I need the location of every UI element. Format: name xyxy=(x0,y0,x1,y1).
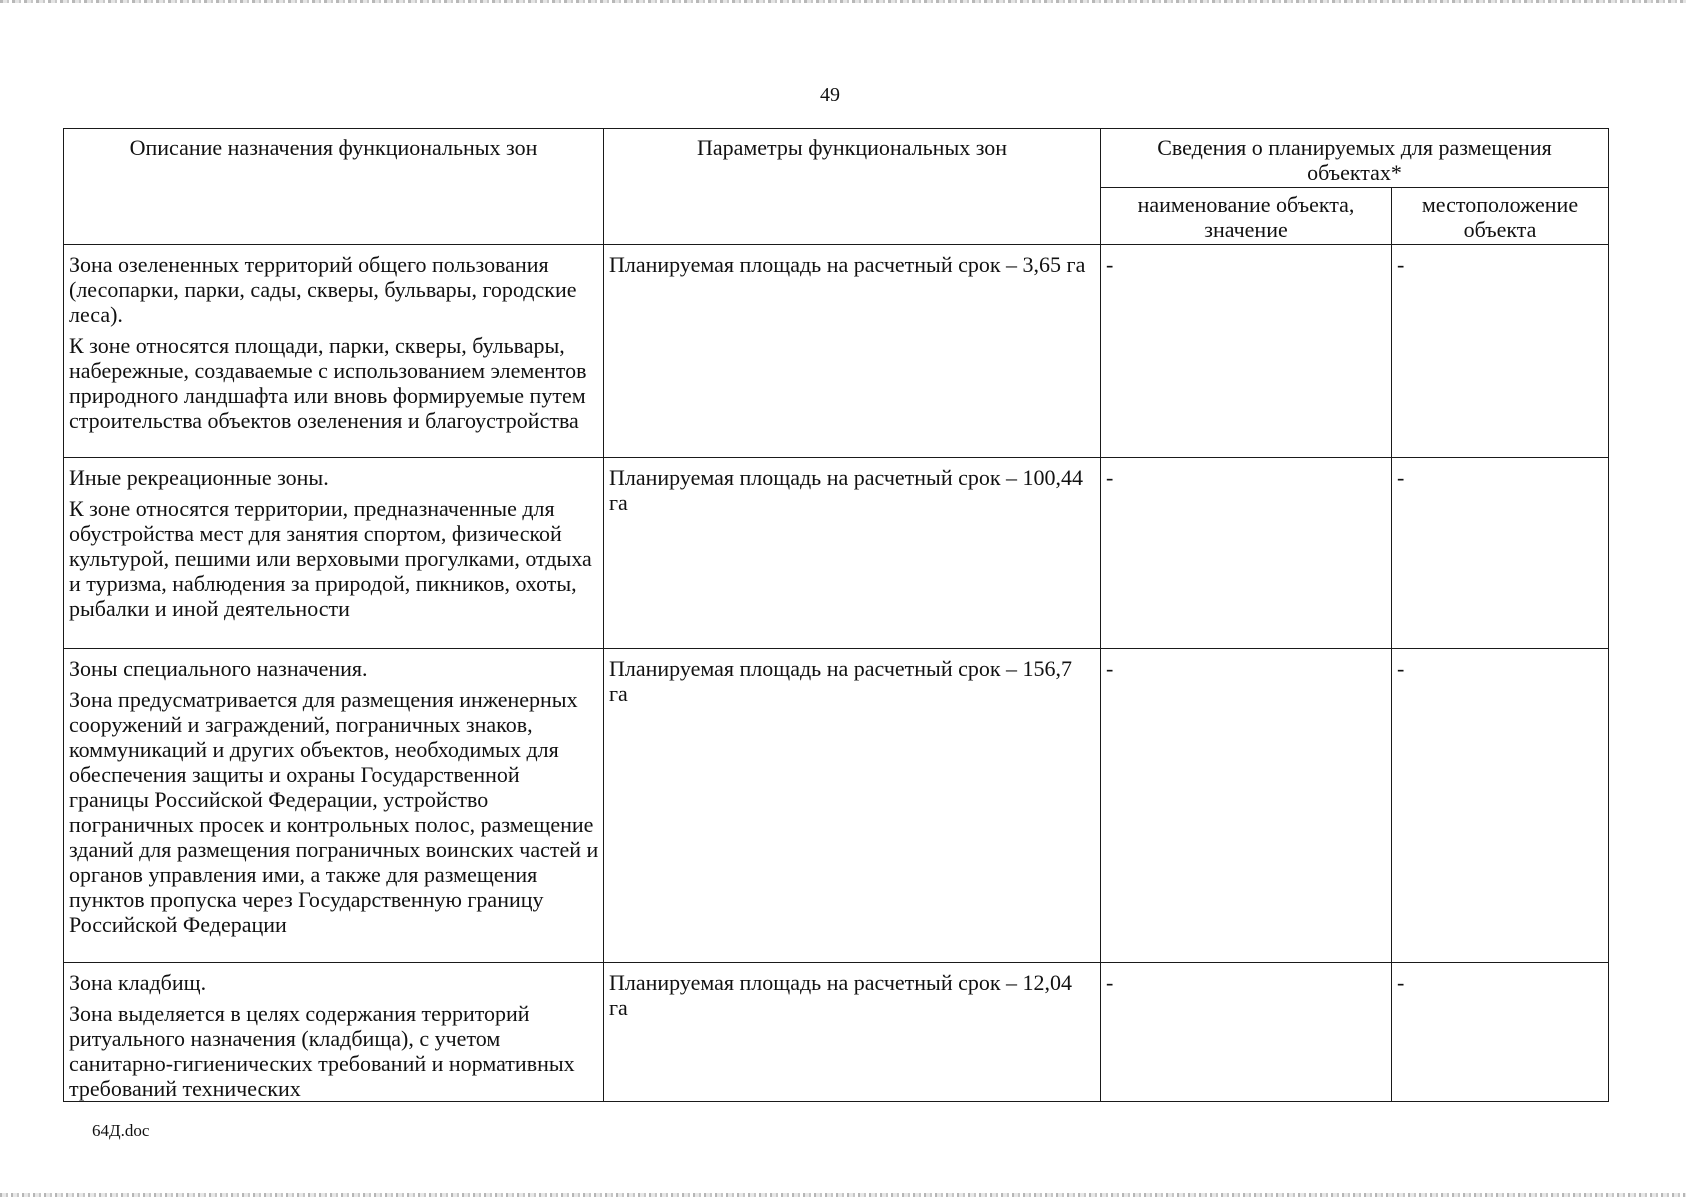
zone-title: Иные рекреационные зоны. xyxy=(69,465,329,490)
table-row xyxy=(64,963,1609,1102)
scan-edge-bottom xyxy=(0,1193,1686,1197)
header-parameters: Параметры функциональных зон xyxy=(604,129,1101,245)
header-planned-objects: Сведения о планируемых для размещения объектах* xyxy=(1101,129,1609,188)
zone-parameters: Планируемая площадь на расчетный срок – 156,7 га xyxy=(604,649,1101,963)
table-row xyxy=(64,245,1609,458)
header-object-location: местоположение объекта xyxy=(1392,188,1609,245)
zone-parameters: Планируемая площадь на расчетный срок – 3,65 га xyxy=(604,245,1101,458)
page-number: 49 xyxy=(820,84,840,106)
zone-description-cell xyxy=(64,458,604,649)
zone-title: Зона озелененных территорий общего пользования (лесопарки, парки, сады, скверы, бульвары, городские леса). xyxy=(69,252,577,327)
zone-title: Зоны специального назначения. xyxy=(69,656,368,681)
zone-description: К зоне относятся площади, парки, скверы, бульвары, набережные, создаваемые с использованием элементов природного ландшафта или вновь формируемые путем строительства объектов озеленения и благоустройства xyxy=(69,333,587,433)
functional-zones-table xyxy=(63,128,1609,1102)
object-name-value: - xyxy=(1101,963,1392,1102)
object-location-value: - xyxy=(1392,245,1609,458)
zone-description-cell xyxy=(64,963,604,1102)
object-location-value: - xyxy=(1392,458,1609,649)
object-location-value: - xyxy=(1392,963,1609,1102)
header-description: Описание назначения функциональных зон xyxy=(64,129,604,245)
table-row xyxy=(64,649,1609,963)
header-object-name: наименование объекта, значение xyxy=(1101,188,1392,245)
zone-description: Зона выделяется в целях содержания территорий ритуального назначения (кладбища), с учетом санитарно-гигиенических требований и нормативных требований технических xyxy=(69,1001,575,1101)
zone-parameters: Планируемая площадь на расчетный срок – 100,44 га xyxy=(604,458,1101,649)
object-name-value: - xyxy=(1101,245,1392,458)
scan-edge-top xyxy=(0,0,1686,3)
zone-title: Зона кладбищ. xyxy=(69,970,207,995)
object-name-value: - xyxy=(1101,649,1392,963)
zone-description: К зоне относятся территории, предназначенные для обустройства мест для занятия спортом, физической культурой, пешими или верховыми прогулками, отдыха и туризма, наблюдения за природой, пикников, охоты, рыбалки и иной деятельности xyxy=(69,496,592,621)
object-location-value: - xyxy=(1392,649,1609,963)
object-name-value: - xyxy=(1101,458,1392,649)
header-row xyxy=(64,129,1609,188)
zone-description: Зона предусматривается для размещения инженерных сооружений и заграждений, пограничных знаков, коммуникаций и других объектов, необходимых для обеспечения защиты и охраны Государственной границы Российской Федерации, устройство пограничных просек и контрольных полос, размещение зданий для размещения пограничных воинских частей и органов управления ими, а также для размещения пунктов пропуска через Государственную границу Российской Федерации xyxy=(69,687,599,937)
zone-description-cell xyxy=(64,245,604,458)
footer-file-name: 64Д.doc xyxy=(92,1121,150,1140)
zone-description-cell xyxy=(64,649,604,963)
zone-parameters: Планируемая площадь на расчетный срок – 12,04 га xyxy=(604,963,1101,1102)
table-row xyxy=(64,458,1609,649)
